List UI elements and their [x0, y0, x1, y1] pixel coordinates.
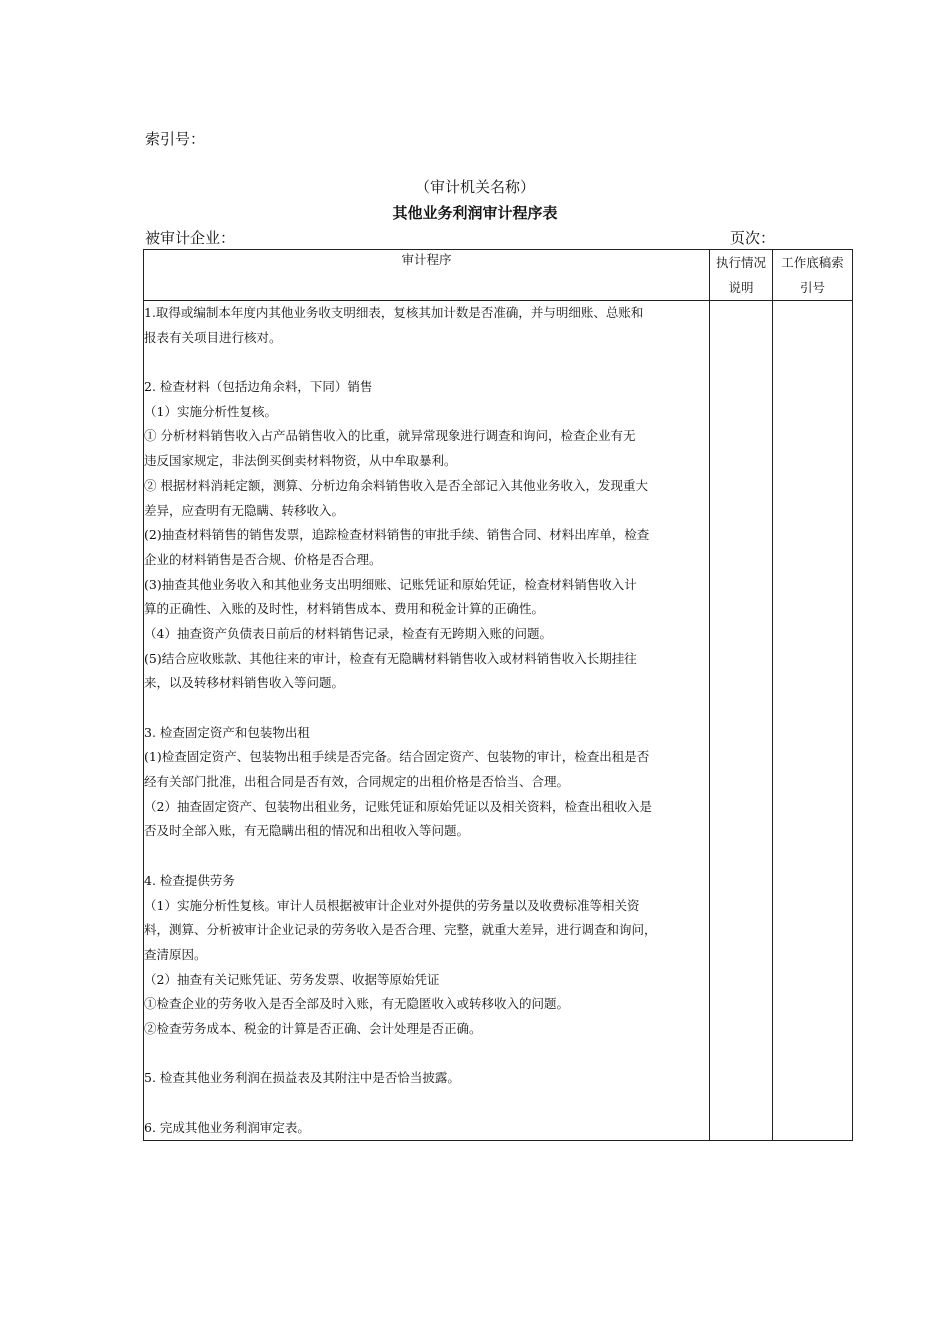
procedure-line: 5. 检查其他业务利润在损益表及其附注中是否恰当披露。 — [144, 1070, 460, 1086]
audited-enterprise-label: 被审计企业： — [145, 229, 236, 247]
execution-notes-cell[interactable] — [710, 301, 773, 1141]
page-number-label: 页次： — [730, 229, 776, 247]
blank-line — [144, 844, 709, 869]
procedure-content-cell — [144, 301, 710, 1141]
procedure-line: (5)结合应收账款、其他往来的审计，检查有无隐瞒材料销售收入或材料销售收入长期挂往 — [144, 650, 637, 666]
procedure-lines — [144, 301, 709, 1140]
procedure-line: （1）实施分析性复核。 — [144, 403, 277, 419]
procedure-line: （2）抽查有关记账凭证、劳务发票、收据等原始凭证 — [144, 971, 440, 987]
procedure-line: 查清原因。 — [144, 946, 207, 962]
procedure-line: ② 根据材料消耗定额，测算、分析边角余料销售收入是否全部记入其他业务收入，发现重大 — [144, 477, 648, 493]
procedure-line: 报表有关项目进行核对。 — [144, 329, 282, 345]
procedure-line: 差异，应查明有无隐瞒、转移收入。 — [144, 502, 345, 518]
col-header-ref-line2: 引号 — [799, 280, 825, 295]
blank-line — [144, 1042, 709, 1067]
index-number-label: 索引号： — [145, 130, 206, 148]
procedure-line: 6. 完成其他业务利润审定表。 — [144, 1119, 310, 1135]
col-header-ref-line1: 工作底稿索 — [781, 255, 844, 270]
col-header-procedure: 审计程序 — [144, 250, 710, 301]
procedure-line: (1)检查固定资产、包装物出租手续是否完备。结合固定资产、包装物的审计，检查出租是否 — [144, 749, 650, 765]
org-name: （审计机关名称） — [414, 178, 535, 196]
procedure-line: (2)抽查材料销售的销售发票，追踪检查材料销售的审批手续、销售合同、材料出库单，检查 — [144, 527, 650, 543]
procedure-line: ①检查企业的劳务收入是否全部及时入账，有无隐匿收入或转移收入的问题。 — [144, 996, 570, 1012]
page-title: 其他业务利润审计程序表 — [392, 204, 558, 222]
procedure-line: （4）抽查资产负债表日前后的材料销售记录，检查有无跨期入账的问题。 — [144, 625, 552, 641]
table-row — [144, 301, 853, 1141]
table-header-row — [144, 250, 853, 301]
col-header-workpaper-ref — [773, 250, 853, 301]
col-header-execution-line1: 执行情况 — [715, 255, 766, 270]
procedure-line: ① 分析材料销售收入占产品销售收入的比重，就异常现象进行调查和询问，检查企业有无 — [144, 428, 636, 444]
procedure-line: 1.取得或编制本年度内其他业务收支明细表，复核其加计数是否准确，并与明细账、总账和 — [144, 305, 644, 320]
procedure-line: 3. 检查固定资产和包装物出租 — [144, 724, 310, 740]
procedure-line: 料，测算、分析被审计企业记录的劳务收入是否合理、完整，就重大差异，进行调查和询问， — [144, 922, 657, 938]
procedure-line: ②检查劳务成本、税金的计算是否正确、会计处理是否正确。 — [144, 1020, 482, 1036]
col-header-execution — [710, 250, 773, 301]
blank-line — [144, 696, 709, 721]
procedure-line: 企业的材料销售是否合规、价格是否合理。 — [144, 551, 382, 567]
procedure-line: （2）抽查固定资产、包装物出租业务，记账凭证和原始凭证以及相关资料，检查出租收入是 — [144, 798, 652, 814]
procedure-line: 4. 检查提供劳务 — [144, 872, 235, 888]
procedure-line: 来，以及转移材料销售收入等问题。 — [144, 675, 345, 691]
workpaper-ref-cell[interactable] — [773, 301, 853, 1141]
procedure-line: 经有关部门批准，出租合同是否有效，合同规定的出租价格是否恰当、合理。 — [144, 774, 570, 790]
procedure-line: (3)抽查其他业务收入和其他业务支出明细账、记账凭证和原始凭证，检查材料销售收入计 — [144, 576, 637, 592]
blank-line — [144, 350, 709, 375]
procedure-line: 算的正确性、入账的及时性，材料销售成本、费用和税金计算的正确性。 — [144, 601, 545, 617]
blank-line — [144, 1091, 709, 1116]
procedure-line: （1）实施分析性复核。审计人员根据被审计企业对外提供的劳务量以及收费标准等相关资 — [144, 897, 640, 913]
audit-procedure-table — [143, 249, 853, 1141]
procedure-line: 违反国家规定，非法倒买倒卖材料物资，从中牟取暴利。 — [144, 453, 457, 469]
col-header-execution-line2: 说明 — [728, 280, 754, 295]
procedure-line: 2. 检查材料（包括边角余料，下同）销售 — [144, 379, 373, 395]
procedure-line: 否及时全部入账，有无隐瞒出租的情况和出租收入等问题。 — [144, 823, 470, 839]
